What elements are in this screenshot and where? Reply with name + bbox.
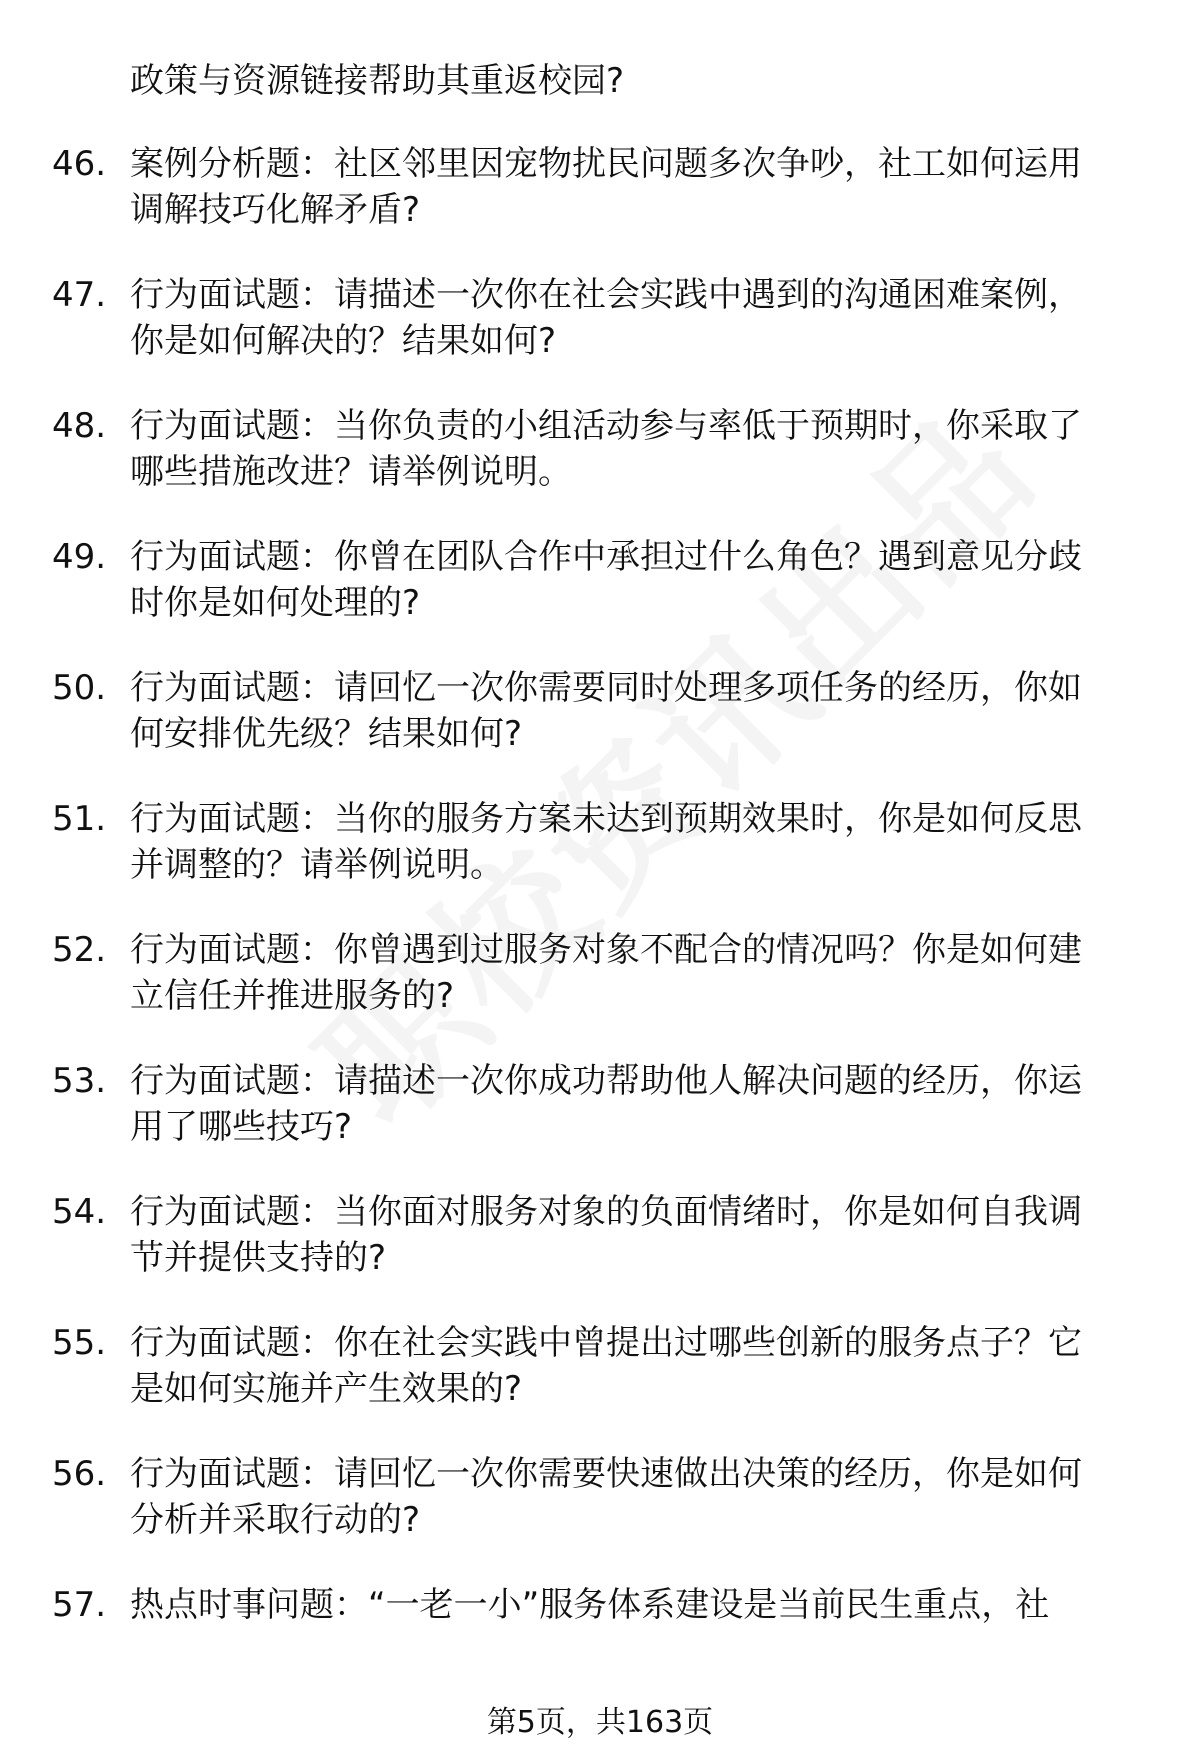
question-line: 行为面试题：请回忆一次你需要快速做出决策的经历，你是如何 [130,1454,1082,1494]
question-item [0,927,1200,1058]
question-number: 46. [52,144,107,184]
question-line: 行为面试题：你曾遇到过服务对象不配合的情况吗？你是如何建 [130,930,1082,970]
question-number: 56. [52,1454,107,1494]
question-text [130,1451,1140,1543]
question-item [0,403,1200,534]
question-line: 何安排优先级？结果如何? [130,714,523,754]
question-number: 51. [52,799,107,839]
question-item [0,796,1200,927]
question-line: 行为面试题：当你面对服务对象的负面情绪时，你是如何自我调 [130,1192,1082,1232]
question-line: 行为面试题：你在社会实践中曾提出过哪些创新的服务点子？它 [130,1323,1082,1363]
question-line: 是如何实施并产生效果的? [130,1369,523,1409]
question-number: 53. [52,1061,107,1101]
question-number: 49. [52,537,107,577]
question-item [0,1189,1200,1320]
question-item [0,534,1200,665]
question-item [0,1058,1200,1189]
question-item [0,1451,1200,1582]
question-text [130,1582,1140,1628]
question-text [130,1058,1140,1150]
question-item [0,141,1200,272]
page-footer: 第5页，共163页 [486,1705,714,1740]
question-line: 行为面试题：请描述一次你成功帮助他人解决问题的经历，你运 [130,1061,1082,1101]
continuation-text: 政策与资源链接帮助其重返校园? [130,61,625,101]
question-line: 行为面试题：请回忆一次你需要同时处理多项任务的经历，你如 [130,668,1082,708]
question-item [0,272,1200,403]
question-line: 案例分析题：社区邻里因宠物扰民问题多次争吵，社工如何运用 [130,144,1082,184]
question-text [130,1320,1140,1412]
question-line: 节并提供支持的? [130,1238,387,1278]
question-line: 行为面试题：当你负责的小组活动参与率低于预期时，你采取了 [130,406,1082,446]
question-line: 立信任并推进服务的? [130,976,455,1016]
question-number: 52. [52,930,107,970]
question-line: 热点时事问题：“一老一小”服务体系建设是当前民生重点，社 [130,1585,1050,1625]
question-line: 你是如何解决的？结果如何? [130,321,557,361]
question-text [130,1189,1140,1281]
question-number: 57. [52,1585,107,1625]
question-text [130,141,1140,233]
question-number: 54. [52,1192,107,1232]
question-text [130,534,1140,626]
question-number: 55. [52,1323,107,1363]
question-line: 时你是如何处理的? [130,583,421,623]
question-number: 47. [52,275,107,315]
question-text [130,665,1140,757]
question-list [0,141,1200,1713]
question-number: 50. [52,668,107,708]
question-text [130,927,1140,1019]
question-line: 调解技巧化解矛盾? [130,190,421,230]
question-text [130,403,1140,495]
question-number: 48. [52,406,107,446]
question-line: 哪些措施改进？请举例说明。 [130,452,572,492]
question-item [0,1320,1200,1451]
question-line: 用了哪些技巧? [130,1107,353,1147]
question-line: 分析并采取行动的? [130,1500,421,1540]
question-line: 行为面试题：当你的服务方案未达到预期效果时，你是如何反思 [130,799,1082,839]
question-item [0,665,1200,796]
question-text [130,272,1140,364]
question-text [130,796,1140,888]
question-line: 行为面试题：请描述一次你在社会实践中遇到的沟通困难案例， [130,275,1082,315]
question-line: 行为面试题：你曾在团队合作中承担过什么角色？遇到意见分歧 [130,537,1082,577]
question-item [0,1582,1200,1713]
question-line: 并调整的？请举例说明。 [130,845,504,885]
